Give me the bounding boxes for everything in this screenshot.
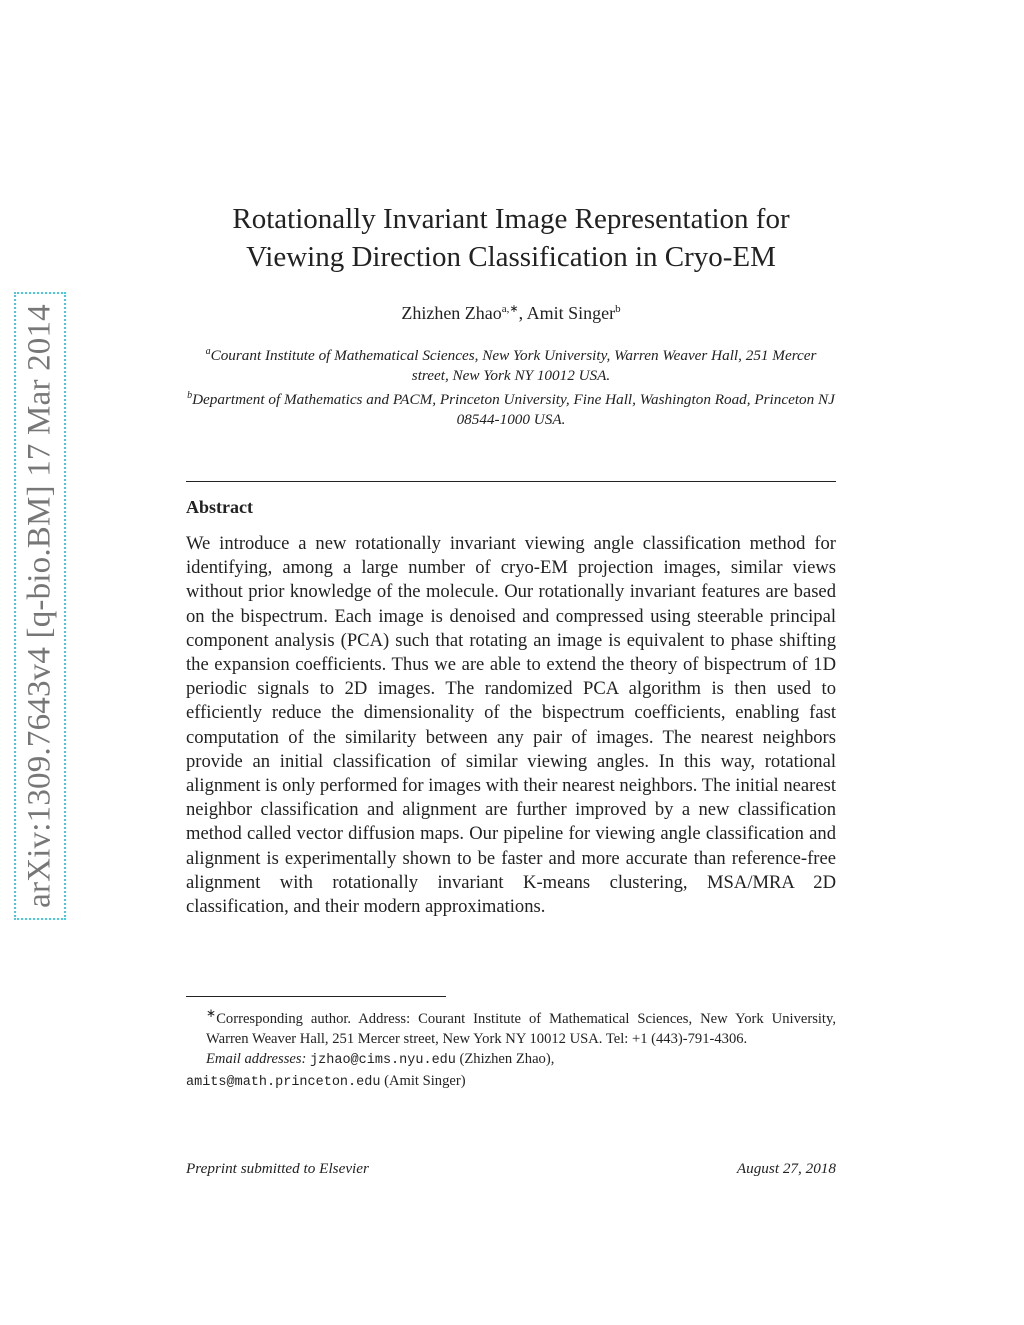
- email-singer-name: (Amit Singer): [384, 1072, 466, 1089]
- footer-preprint-note: Preprint submitted to Elsevier: [186, 1160, 369, 1177]
- email-singer-link[interactable]: amits@math.princeton.edu: [186, 1074, 381, 1090]
- author-list: [186, 302, 836, 324]
- arxiv-stamp: [14, 292, 66, 920]
- footnote-corresponding: [186, 1003, 836, 1049]
- affiliation-a-text: Courant Institute of Mathematical Sciences, New York University, Warren Weaver Hall, 251 Mercer street, New York NY 10012 USA.: [210, 347, 817, 385]
- footnote-corresponding-text: Corresponding author. Address: Courant Institute of Mathematical Sciences, New York University, Warren Weaver Hall, 251 Mercer street, New York NY 10012 USA. Tel: +1 (443)-791-4306.: [206, 1010, 836, 1047]
- footnote-emails: [186, 1049, 836, 1071]
- author-zhao: Zhizhen Zhao: [401, 303, 502, 323]
- email-zhao-name: (Zhizhen Zhao),: [459, 1050, 555, 1067]
- arxiv-identifier[interactable]: arXiv:1309.7643v4 [q-bio.BM] 17 Mar 2014: [21, 304, 58, 908]
- paper-title: [186, 200, 836, 276]
- affiliation-b-text: Department of Mathematics and PACM, Princeton University, Fine Hall, Washington Road, Princeton NJ 08544-1000 USA.: [192, 391, 835, 429]
- author-singer: Amit Singer: [526, 303, 616, 323]
- affiliation-a-mark: a: [205, 346, 211, 357]
- title-line-2: Viewing Direction Classification in Cryo-EM: [246, 241, 776, 273]
- footnotes: [186, 1003, 836, 1093]
- footnote-emails-line2: [186, 1071, 836, 1093]
- affiliation-b-mark: b: [187, 390, 193, 402]
- author-singer-marks: b: [615, 303, 621, 315]
- author-zhao-marks: a,∗: [501, 303, 519, 315]
- footnote-mark: ∗: [206, 1006, 217, 1020]
- abstract-text: We introduce a new rotationally invariant viewing angle classification method for identifying, among a large number of cryo-EM projection images, similar views without prior knowledge of the molecule. Our rotationally invariant features are based on the bispectrum. Each image is denoised and compressed using steerable principal component analysis (PCA) such that rotating an image is equivalent to phase shifting the expansion coefficients. Thus we are able to extend the theory of bispectrum of 1D periodic signals to 2D images. The randomized PCA algorithm is then used to efficiently reduce the dimensionality of the bispectrum coefficients, enabling fast computation of the similarity between any pair of images. The nearest neighbors provide an initial classification of similar viewing angles. In this way, rotational alignment is only performed for images with their nearest neighbors. The initial nearest neighbor classification and alignment are further improved by a new classification method called vector diffusion maps. Our pipeline for viewing angle classification and alignment is experimentally shown to be faster and more accurate than reference-free alignment with rotationally invariant K-means clustering, MSA/MRA 2D classification, and their modern approximations.: [186, 533, 836, 918]
- email-label: Email addresses:: [206, 1050, 307, 1067]
- affiliation-b: [186, 386, 836, 430]
- abstract-top-rule: [186, 481, 836, 482]
- affiliation-a: [186, 342, 836, 386]
- title-line-1: Rotationally Invariant Image Representation for: [232, 203, 790, 235]
- footer-date: August 27, 2018: [736, 1160, 836, 1177]
- affiliations: [186, 342, 836, 430]
- footnote-rule: [186, 996, 446, 997]
- author-separator: ,: [518, 303, 527, 323]
- email-zhao-link[interactable]: jzhao@cims.nyu.edu: [310, 1052, 456, 1068]
- abstract-heading: Abstract: [186, 497, 253, 517]
